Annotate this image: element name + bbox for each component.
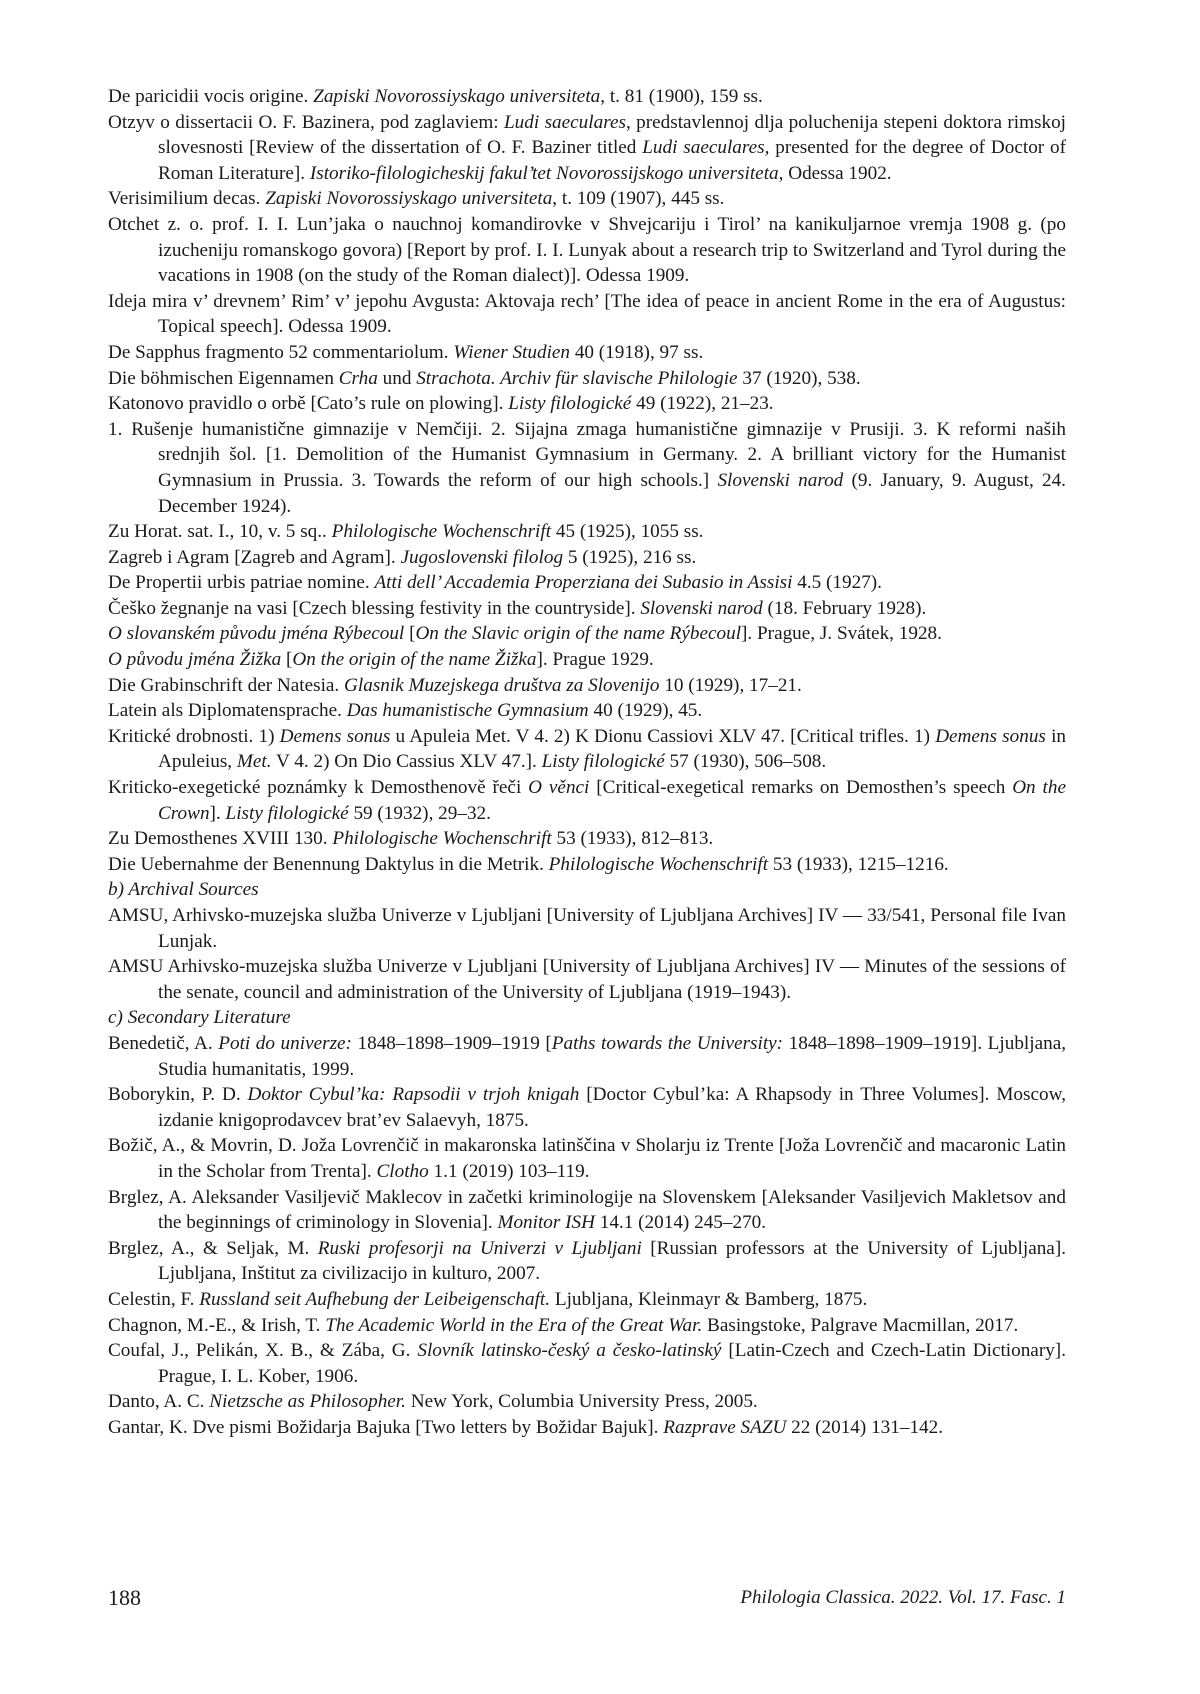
bibliography-entry <box>108 775 1066 826</box>
bibliography-entry <box>108 545 1066 571</box>
entry-text: Die Grabinschrift der Natesia. <box>108 674 345 696</box>
entry-text: De Sapphus fragmento 52 commentariolum. <box>108 341 454 363</box>
entry-text: 53 (1933), 1215–1216. <box>768 853 949 875</box>
italic-text: Wiener Studien <box>453 341 571 363</box>
entry-text: Die böhmischen Eigennamen <box>108 367 339 389</box>
italic-text: Jugoslovenski filolog <box>400 546 564 568</box>
bibliography-entry <box>108 1389 1066 1415</box>
bibliography-entry <box>108 1313 1066 1339</box>
entry-text: Božič, A., & Movrin, D. Joža Lovrenčič in makaronska latinščina v Sholarju iz Trente [Joža Lovrenčič and macaronic Latin in the Scholar from Trenta]. <box>108 1135 1066 1182</box>
bibliography <box>108 84 1066 1440</box>
entry-text: Latein als Diplomatensprache. <box>108 700 347 722</box>
bibliography-entry <box>108 1031 1066 1082</box>
entry-text: 22 (2014) 131–142. <box>786 1416 944 1438</box>
entry-text: Danto, A. C. <box>108 1391 210 1413</box>
entry-text: c) Secondary Literature <box>108 1007 291 1029</box>
entry-text: AMSU, Arhivsko-muzejska služba Univerze v Ljubljani [University of Ljubljana Archives] IV — 33/541, Personal file Ivan Lunjak. <box>108 905 1066 952</box>
italic-text: Nietzsche as Philosopher. <box>209 1391 406 1413</box>
entry-text: 40 (1929), 45. <box>588 700 703 722</box>
italic-text: Philologische Wochenschrift <box>332 828 552 850</box>
entry-text: Die Uebernahme der Benennung Daktylus in die Metrik. <box>108 853 549 875</box>
italic-text: Ruski profesorji na Univerzi v Ljubljani <box>317 1237 642 1259</box>
entry-text: De paricidii vocis origine. <box>108 86 314 107</box>
italic-text: Razprave SAZU <box>663 1416 787 1438</box>
entry-text: (9. January, 9. August, 24. December 1924). <box>158 469 1066 517</box>
bibliography-entry <box>108 1415 1066 1441</box>
italic-text: Glasnik Muzejskega društva za Slovenijo <box>344 674 660 696</box>
entry-text: 5 (1925), 216 ss. <box>563 546 697 568</box>
entry-text: 4.5 (1927). <box>792 572 882 594</box>
italic-text: Met. <box>236 751 272 773</box>
italic-text: Crha <box>338 367 378 389</box>
italic-text: Listy filologické <box>508 393 632 415</box>
bibliography-entry <box>108 1133 1066 1184</box>
entry-text: , presented for the degree of Doctor of Roman Literature]. <box>158 137 1066 184</box>
italic-text: Istoriko-filologicheskij fakul’tet Novorossijskogo universiteta <box>309 162 779 184</box>
entry-text: , t. 81 (1900), 159 ss. <box>600 86 763 107</box>
italic-text: Zapiski Novorossiyskago universiteta <box>313 86 601 107</box>
italic-text: Ludi saeculares <box>642 137 765 159</box>
bibliography-entry <box>108 698 1066 724</box>
entry-text: AMSU Arhivsko-muzejska služba Univerze v Ljubljani [University of Ljubljana Archives] IV — Minutes of the sessions of the senate, council and administration of the University of Ljubljana (1919–1943). <box>108 956 1066 1003</box>
entry-text: 1. Rušenje humanistične gimnazije v Nemčiji. 2. Sijajna zmaga humanistične gimnazije v Prusiji. 3. K reformi naših srednjih šol. [1. Demolition of the Humanist Gymnasium in Germany. 2. A brilliant victory for the Humanist Gymnasium in Prussia. 3. Towards the reform of our high schools.] <box>108 418 1066 491</box>
entry-text: 14.1 (2014) 245–270. <box>595 1212 767 1234</box>
italic-text: Demens sonus <box>935 725 1046 747</box>
entry-text: Brglez, A. Aleksander Vasiljevič Maklecov in začetki kriminologije na Slovenskem [Aleksander Vasiljevich Makletsov and the beginnings of criminology in Slovenia]. <box>108 1186 1066 1234</box>
entry-text: 57 (1930), 506–508. <box>664 751 827 773</box>
bibliography-entry <box>108 647 1066 673</box>
italic-text: Poti do univerze: <box>218 1032 352 1054</box>
page-number: 188 <box>108 1585 141 1610</box>
italic-text: Ludi saeculares <box>504 111 626 133</box>
bibliography-entry <box>108 366 1066 392</box>
entry-text: , predstavlennoj dlja poluchenija stepeni doktora rimskoj slovesnosti [Review of the dissertation of O. F. Baziner titled <box>158 111 1066 159</box>
bibliography-entry <box>108 1082 1066 1133</box>
section-heading <box>108 877 1066 903</box>
italic-text: Philologische Wochenschrift <box>548 853 769 875</box>
entry-text: Brglez, A., & Seljak, M. <box>108 1237 318 1259</box>
entry-text: Verisimilium decas. <box>108 188 266 210</box>
italic-text: O slovanském původu jména Rýbecoul <box>108 623 405 645</box>
entry-text: 37 (1920), 538. <box>737 367 861 389</box>
entry-text: Zu Horat. sat. I., 10, v. 5 sq.. <box>108 521 332 543</box>
bibliography-entry <box>108 673 1066 699</box>
entry-text: Basingstoke, Palgrave Macmillan, 2017. <box>702 1314 1019 1336</box>
italic-text: Slovenski narod <box>640 597 763 619</box>
entry-text: , t. 109 (1907), 445 ss. <box>552 188 725 210</box>
bibliography-entry <box>108 110 1066 187</box>
entry-text: ]. Prague 1929. <box>536 649 654 671</box>
entry-text: Chagnon, M.-E., & Irish, T. <box>108 1314 326 1336</box>
bibliography-entry <box>108 724 1066 775</box>
entry-text: Otzyv o dissertacii O. F. Bazinera, pod zaglaviem: <box>108 111 504 133</box>
italic-text: O původu jména Žižka <box>108 649 282 671</box>
bibliography-entry <box>108 391 1066 417</box>
entry-text: 1848–1898–1909–1919 [ <box>351 1032 552 1054</box>
entry-text: De Propertii urbis patriae nomine. <box>108 572 375 594</box>
italic-text: Russland seit Aufhebung der Leibeigenschaft. <box>199 1288 551 1310</box>
entry-text: V 4. 2) On Dio Cassius XLV 47.]. <box>271 751 542 773</box>
italic-text: Zapiski Novorossiyskago universiteta <box>265 188 553 210</box>
italic-text: On the Slavic origin of the name Rýbecoul <box>415 623 742 645</box>
entry-text: Kriticko-exegetické poznámky k Demosthenově řeči <box>108 777 529 799</box>
italic-text: Doktor Cybul’ka: Rapsodii v trjoh knigah <box>247 1084 580 1106</box>
italic-text: Strachota. Archiv für slavische Philologie <box>416 367 738 389</box>
entry-text: New York, Columbia University Press, 2005. <box>405 1391 758 1413</box>
bibliography-entry <box>108 1185 1066 1236</box>
bibliography-entry <box>108 289 1066 340</box>
bibliography-entry <box>108 954 1066 1005</box>
entry-text: [Doctor Cybul’ka: A Rhapsody in Three Volumes]. Moscow, izdanie knigoprodavcev brat’ev Salaevyh, 1875. <box>158 1084 1066 1131</box>
italic-text: Listy filologické <box>541 751 665 773</box>
italic-text: Das humanistische Gymnasium <box>346 700 589 722</box>
bibliography-entry <box>108 852 1066 878</box>
bibliography-entry <box>108 519 1066 545</box>
entry-text: ]. <box>209 802 226 824</box>
italic-text: Clotho <box>376 1160 429 1182</box>
entry-text: und <box>377 367 417 389</box>
entry-text: [ <box>404 623 416 645</box>
italic-text: Paths towards the University: <box>551 1032 784 1054</box>
bibliography-entry <box>108 340 1066 366</box>
italic-text: Demens sonus <box>279 725 391 747</box>
italic-text: O věnci <box>528 777 590 799</box>
entry-text: Benedetič, A. <box>108 1032 219 1054</box>
italic-text: Monitor ISH <box>497 1212 595 1234</box>
section-heading <box>108 1005 1066 1031</box>
entry-text: Coufal, J., Pelikán, X. B., & Zába, G. <box>108 1340 418 1362</box>
entry-text: Zagreb i Agram [Zagreb and Agram]. <box>108 546 401 568</box>
entry-text: [ <box>281 649 293 671</box>
italic-text: Philologische Wochenschrift <box>331 521 552 543</box>
entry-text: [Russian professors at the University of Ljubljana]. Ljubljana, Inštitut za civilizacijo in kulturo, 2007. <box>158 1237 1067 1285</box>
bibliography-entry <box>108 1236 1066 1287</box>
bibliography-entry <box>108 1287 1066 1313</box>
entry-text: [Latin-Czech and Czech-Latin Dictionary]. Prague, I. L. Kober, 1906. <box>158 1340 1066 1387</box>
italic-text: The Academic World in the Era of the Great War. <box>325 1314 703 1336</box>
entry-text: Celestin, F. <box>108 1288 200 1310</box>
bibliography-entry <box>108 826 1066 852</box>
bibliography-entry <box>108 570 1066 596</box>
entry-text: 1.1 (2019) 103–119. <box>428 1160 590 1182</box>
bibliography-entry <box>108 212 1066 289</box>
entry-text: Boborykin, P. D. <box>108 1084 248 1106</box>
entry-text: Ljubljana, Kleinmayr & Bamberg, 1875. <box>550 1288 868 1310</box>
italic-text: Listy filologické <box>225 802 349 824</box>
entry-text: , Odessa 1902. <box>778 162 892 184</box>
entry-text: (18. February 1928). <box>762 597 927 619</box>
italic-text: Slovník latinsko-český a česko-latinský <box>417 1340 722 1362</box>
entry-text: 45 (1925), 1055 ss. <box>551 521 704 543</box>
entry-text: Ideja mira v’ drevnem’ Rim’ v’ jepohu Avgusta: Aktovaja rech’ [The idea of peace in ancient Rome in the era of Augustus: Topical speech]. Odessa 1909. <box>108 290 1066 338</box>
italic-text: On the Crown <box>158 777 1066 824</box>
entry-text: 10 (1929), 17–21. <box>659 674 802 696</box>
entry-text: ]. Prague, J. Svátek, 1928. <box>741 623 942 645</box>
entry-text: 59 (1932), 29–32. <box>348 802 491 824</box>
bibliography-entry <box>108 186 1066 212</box>
entry-text: b) Archival Sources <box>108 879 259 901</box>
italic-text: On the origin of the name Žižka <box>292 649 537 671</box>
bibliography-entry <box>108 417 1066 519</box>
bibliography-entry <box>108 1338 1066 1389</box>
entry-text: Otchet z. o. prof. I. I. Lun’jaka o nauchnoj komandirovke v Shvejcariju i Tirol’ na kanikuljarnoe vremja 1908 g. (po izucheniju romanskogo govora) [Report by prof. I. I. Lunyak about a research trip to Switzerland and Tyrol during the vacations in 1908 (on the study of the Roman dialect)]. Odessa 1909. <box>108 213 1066 287</box>
entry-text: Zu Demosthenes XVIII 130. <box>108 828 333 850</box>
bibliography-entry <box>108 621 1066 647</box>
bibliography-entry <box>108 596 1066 622</box>
journal-citation: Philologia Classica. 2022. Vol. 17. Fasc. 1 <box>740 1587 1066 1608</box>
entry-text: [Critical-exegetical remarks on Demosthen’s speech <box>589 777 1013 799</box>
entry-text: Gantar, K. Dve pismi Božidarja Bajuka [Two letters by Božidar Bajuk]. <box>108 1416 664 1438</box>
entry-text: 53 (1933), 812–813. <box>551 828 714 850</box>
entry-text: 40 (1918), 97 ss. <box>570 341 704 363</box>
entry-text: Češko žegnanje na vasi [Czech blessing festivity in the countryside]. <box>108 597 641 619</box>
bibliography-entry <box>108 903 1066 954</box>
italic-text: Atti dell’ Accademia Properziana dei Subasio in Assisi <box>374 572 793 594</box>
entry-text: Katonovo pravidlo o orbě [Cato’s rule on plowing]. <box>108 393 509 415</box>
entry-text: Kritické drobnosti. 1) <box>108 725 280 747</box>
bibliography-entry <box>108 84 1066 110</box>
entry-text: 49 (1922), 21–23. <box>631 393 774 415</box>
entry-text: 1848–1898–1909–1919]. Ljubljana, Studia humanitatis, 1999. <box>158 1032 1067 1080</box>
entry-text: u Apuleia Met. V 4. 2) K Dionu Cassiovi XLV 47. [Critical trifles. 1) <box>390 725 936 747</box>
entry-text: in Apuleius, <box>158 725 1066 773</box>
italic-text: Slovenski narod <box>717 469 844 491</box>
